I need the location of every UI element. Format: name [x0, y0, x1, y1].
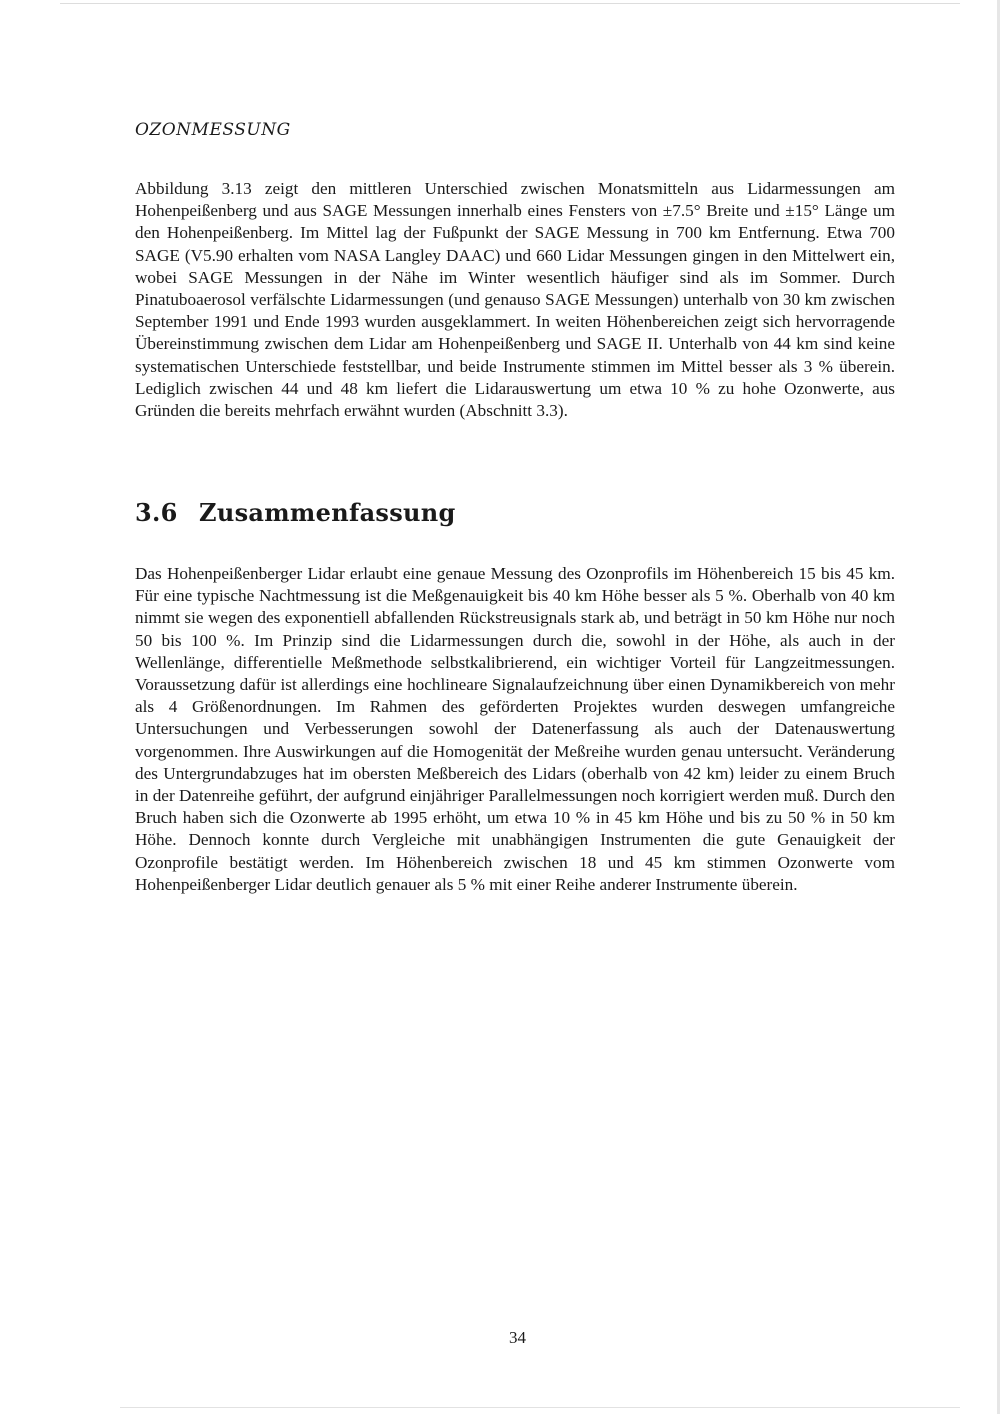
section-title: Zusammenfassung — [199, 498, 456, 527]
section-heading — [135, 498, 456, 527]
page-number: 34 — [509, 1328, 526, 1347]
body-paragraph-1: Abbildung 3.13 zeigt den mittleren Unterschied zwischen Monatsmitteln aus Lidarmessungen am Hohenpeißenberg und aus SAGE Messungen innerhalb eines Fensters von ±7.5° Breite und ±15° Länge um den Hohenpeißenberg. Im Mittel lag der Fußpunkt der SAGE Messung in 700 km Entfernung. Etwa 700 SAGE (V5.90 erhalten vom NASA Langley DAAC) und 660 Lidar Messungen gingen in den Mittelwert ein, wobei SAGE Messungen in der Nähe im Winter wesentlich häufiger sind als im Sommer. Durch Pinatuboaerosol verfälschte Lidarmessungen (und genauso SAGE Messungen) unterhalb von 30 km zwischen September 1991 und Ende 1993 wurden ausgeklammert. In weiten Höhenbereichen zeigt sich hervorragende Übereinstimmung zwischen dem Lidar am Hohenpeißenberg und SAGE II. Unterhalb von 44 km sind keine systematischen Unterschiede feststellbar, und beide Instrumente stimmen im Mittel besser als 3 % überein. Lediglich zwischen 44 und 48 km liefert die Lidarauswertung um etwa 10 % zu hohe Ozonwerte, aus Gründen die bereits mehrfach erwähnt wurden (Abschnitt 3.3). — [135, 179, 895, 421]
section-number: 3.6 — [135, 498, 178, 527]
scan-artifact-bottom — [120, 1407, 960, 1408]
scan-artifact-top — [60, 3, 960, 4]
running-header-title: OZONMESSUNG — [135, 120, 291, 140]
body-paragraph-2: Das Hohenpeißenberger Lidar erlaubt eine genaue Messung des Ozonprofils im Höhenbereich 15 bis 45 km. Für eine typische Nachtmessung ist die Meßgenauigkeit bis 40 km Höhe besser als 5 %. Oberhalb von 40 km nimmt sie wegen des exponentiell abfallenden Rückstreusignals stark ab, und beträgt in 50 km Höhe nur noch 50 bis 100 %. Im Prinzip sind die Lidarmessungen durch die, sowohl in der Höhe, als auch in der Wellenlänge, differentielle Meßmethode selbstkalibrierend, ein wichtiger Vorteil für Langzeitmessungen. Voraussetzung dafür ist allerdings eine hochlineare Signalaufzeichnung über einen Dynamikbereich von mehr als 4 Größenordnungen. Im Rahmen des geförderten Projektes wurden deswegen umfangreiche Untersuchungen und Verbesserungen sowohl der Datenerfassung als auch der Datenauswertung vorgenommen. Ihre Auswirkungen auf die Homogenität der Meßreihe wurden genau untersucht. Veränderung des Untergrundabzuges hat im obersten Meßbereich des Lidars (oberhalb von 42 km) leider zu einem Bruch in der Datenreihe geführt, der aufgrund einjähriger Parallelmessungen noch korrigiert werden muß. Durch den Bruch haben sich die Ozonwerte ab 1995 erhöht, um etwa 10 % in 45 km Höhe und bis zu 50 % in 50 km Höhe. Dennoch konnte durch Vergleiche mit unabhängigen Instrumenten die gute Genauigkeit der Ozonprofile bestätigt werden. Im Höhenbereich zwischen 18 und 45 km stimmen Ozonwerte vom Hohenpeißenberger Lidar deutlich genauer als 5 % mit einer Reihe anderer Instrumente überein. — [135, 564, 895, 894]
